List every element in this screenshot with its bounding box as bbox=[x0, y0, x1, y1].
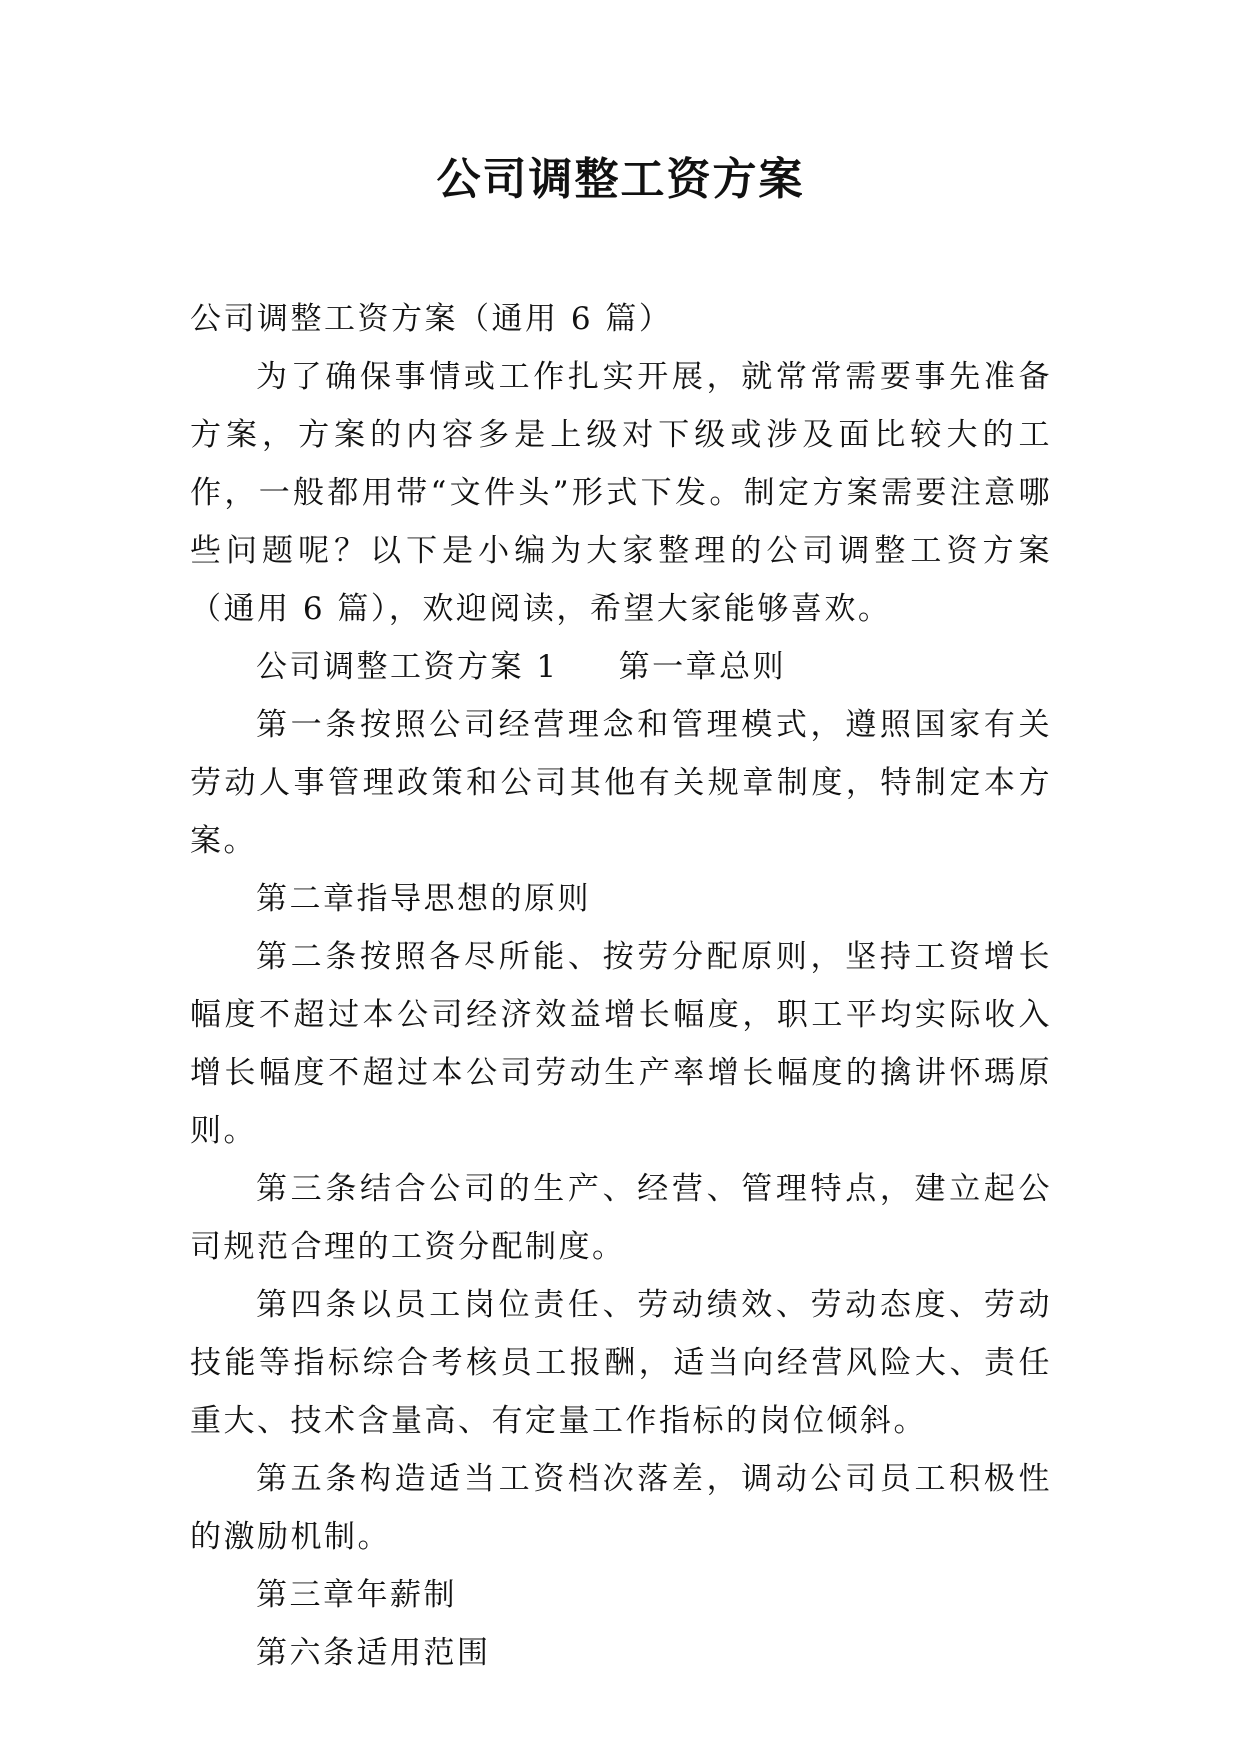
paragraph-intro: 为了确保事情或工作扎实开展，就常常需要事先准备方案，方案的内容多是上级对下级或涉及面比较大的工作，一般都用带“文件头”形式下发。制定方案需要注意哪些问题呢？以下是小编为大家整理的公司调整工资方案（通用 6 篇），欢迎阅读，希望大家能够喜欢。 bbox=[190, 359, 1052, 627]
paragraph-article-6: 第六条适用范围 bbox=[256, 1635, 491, 1671]
document-body bbox=[190, 290, 1052, 1682]
paragraph-article-5: 第五条构造适当工资档次落差，调动公司员工积极性的激励机制。 bbox=[190, 1461, 1052, 1555]
paragraph-subtitle: 公司调整工资方案（通用 6 篇） bbox=[190, 301, 673, 337]
paragraph-chapter-3: 第三章年薪制 bbox=[256, 1577, 457, 1613]
section-title: 公司调整工资方案 1 bbox=[256, 649, 559, 685]
paragraph-article-1: 第一条按照公司经营理念和管理模式，遵照国家有关劳动人事管理政策和公司其他有关规章制度，特制定本方案。 bbox=[190, 707, 1052, 859]
paragraph-chapter-2: 第二章指导思想的原则 bbox=[256, 881, 591, 917]
paragraph-section-heading bbox=[190, 638, 1052, 696]
document-title: 公司调整工资方案 bbox=[436, 154, 805, 205]
paragraph-article-3: 第三条结合公司的生产、经营、管理特点，建立起公司规范合理的工资分配制度。 bbox=[190, 1171, 1052, 1265]
paragraph-article-2: 第二条按照各尽所能、按劳分配原则，坚持工资增长幅度不超过本公司经济效益增长幅度，职工平均实际收入增长幅度不超过本公司劳动生产率增长幅度的擒讲怀瑪原则。 bbox=[190, 939, 1052, 1149]
chapter-title: 第一章总则 bbox=[618, 649, 787, 685]
paragraph-article-4: 第四条以员工岗位责任、劳动绩效、劳动态度、劳动技能等指标综合考核员工报酬，适当向经营风险大、责任重大、技术含量高、有定量工作指标的岗位倾斜。 bbox=[190, 1287, 1052, 1439]
